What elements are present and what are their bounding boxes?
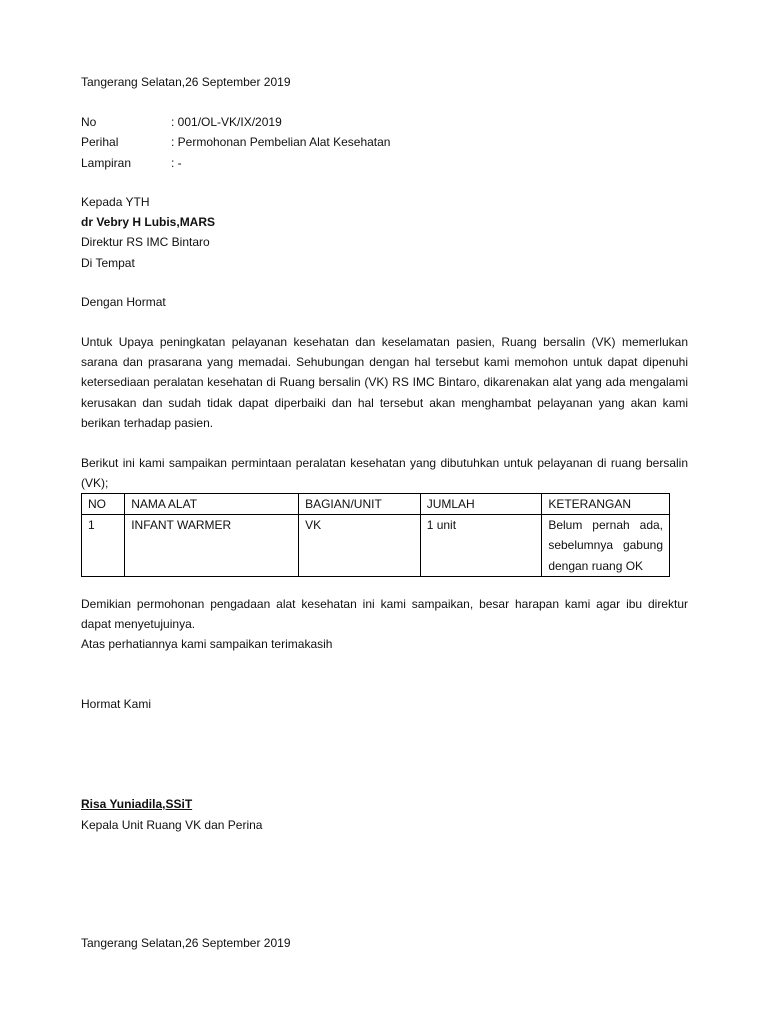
signature-salutation: Hormat Kami — [81, 697, 152, 711]
recipient-name: dr Vebry H Lubis,MARS — [81, 215, 216, 229]
footer-place-date: Tangerang Selatan,26 September 2019 — [81, 936, 291, 950]
table-cell-keterangan: Belum pernah ada, sebelumnya gabung dengan ruang OK — [542, 515, 670, 577]
table-cell-no: 1 — [82, 515, 125, 577]
signature-title: Kepala Unit Ruang VK dan Perina — [81, 818, 263, 832]
meta-no-value: : 001/OL-VK/IX/2019 — [171, 115, 282, 129]
table-cell-nama-alat: INFANT WARMER — [125, 515, 299, 577]
closing-thanks: Atas perhatiannya kami sampaikan terimakasih — [81, 637, 333, 651]
request-table — [81, 493, 670, 577]
meta-perihal-label: Perihal — [81, 135, 119, 149]
table-header-row — [82, 494, 670, 515]
table-row — [82, 515, 670, 577]
table-header-nama-alat: NAMA ALAT — [125, 494, 299, 515]
recipient-place: Di Tempat — [81, 256, 135, 270]
meta-lampiran-value: : - — [171, 156, 182, 170]
meta-lampiran-label: Lampiran — [81, 156, 132, 170]
signature-name: Risa Yuniadila,SSiT — [81, 797, 193, 811]
table-header-jumlah: JUMLAH — [420, 494, 542, 515]
closing-paragraph: Demikian permohonan pengadaan alat kesehatan ini kami sampaikan, besar harapan kami agar ibu direktur dapat menyetujuinya. — [81, 597, 688, 632]
place-date: Tangerang Selatan,26 September 2019 — [81, 75, 291, 89]
table-header-bagian-unit: BAGIAN/UNIT — [299, 494, 421, 515]
table-cell-jumlah: 1 unit — [420, 515, 542, 577]
table-header-no: NO — [82, 494, 125, 515]
table-cell-bagian-unit: VK — [299, 515, 421, 577]
table-header-keterangan: KETERANGAN — [542, 494, 670, 515]
body-paragraph-2: Berikut ini kami sampaikan permintaan peralatan kesehatan yang dibutuhkan untuk pelayanan di ruang bersalin (VK); — [81, 456, 688, 491]
meta-no-label: No — [81, 115, 97, 129]
body-paragraph-1: Untuk Upaya peningkatan pelayanan kesehatan dan keselamatan pasien, Ruang bersalin (VK) memerlukan sarana dan prasarana yang memadai. Sehubungan dengan hal tersebut kami memohon untuk dapat dipenuhi ketersediaan peralatan kesehatan di Ruang bersalin (VK) RS IMC Bintaro, dikarenakan alat yang ada mengalami kerusakan dan sudah tidak dapat diperbaiki dan hal tersebut akan menghambat pelayanan yang akan kami berikan terhadap pasien. — [81, 335, 688, 430]
recipient-position: Direktur RS IMC Bintaro — [81, 235, 210, 249]
greeting: Dengan Hormat — [81, 295, 166, 309]
meta-perihal-value: : Permohonan Pembelian Alat Kesehatan — [171, 135, 391, 149]
recipient-to: Kepada YTH — [81, 195, 150, 209]
